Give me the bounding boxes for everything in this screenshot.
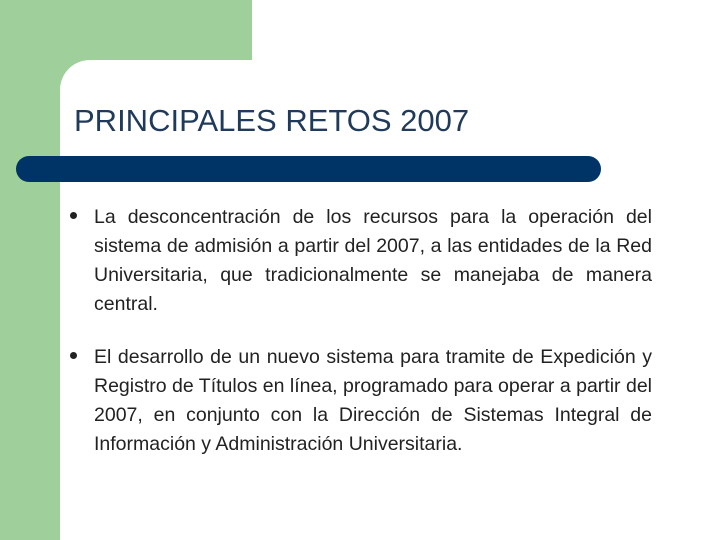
bullet-text: El desarrollo de un nuevo sistema para tramite de Expedición y Registro de Títulos en línea, programado para operar a partir del 2007, en conjunto con la Dirección de Sistemas Integral de Información y Administración Universitaria. [94, 346, 652, 455]
title-underline-bar [16, 156, 601, 182]
bullet-item [70, 203, 652, 319]
slide-title: PRINCIPALES RETOS 2007 [74, 103, 470, 138]
green-decoration-side [0, 0, 60, 540]
bullet-dot-icon [70, 212, 77, 219]
bullet-item [70, 343, 652, 459]
bullet-text: La desconcentración de los recursos para la operación del sistema de admisión a partir del 2007, a las entidades de la Red Universitaria, que tradicionalmente se manejaba de manera central. [94, 206, 652, 315]
bullet-list [70, 203, 652, 483]
bullet-dot-icon [70, 352, 77, 359]
